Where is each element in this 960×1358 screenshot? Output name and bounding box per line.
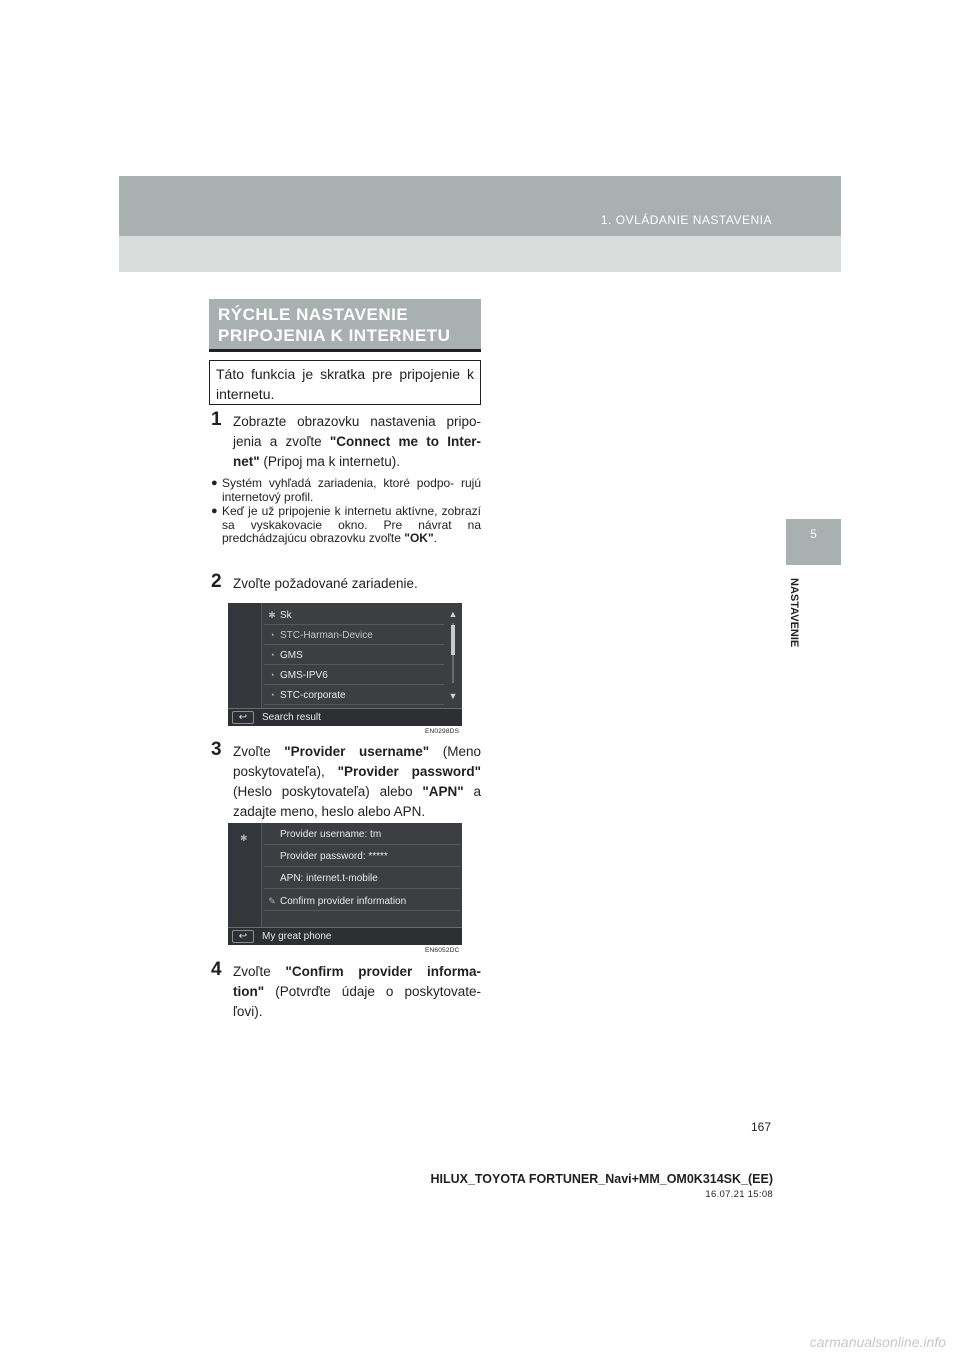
step-text-bold: "APN" <box>422 784 464 799</box>
bluetooth-icon: ✱ <box>240 833 248 843</box>
step-number: 3 <box>211 739 222 760</box>
device-name: GMS-IPV6 <box>280 670 328 681</box>
step-text-bold: "Provider password" <box>337 764 482 779</box>
bullet-item <box>211 477 481 504</box>
bluetooth-icon: ✱ <box>268 610 276 620</box>
screen-footer <box>228 708 462 726</box>
image-code: EN0298DS <box>425 728 460 735</box>
step-text-part: a zadajte meno, heslo alebo APN. <box>233 784 481 819</box>
step-number: 2 <box>211 571 222 592</box>
chapter-title: 1. OVLÁDANIE NASTAVENIA <box>600 213 772 227</box>
bullet-text: Systém vyhľadá zariadenia, ktoré podpo- rujú internetový profil. <box>222 476 481 504</box>
step-text-part: (Potvrďte údaje o poskytovate- ľovi). <box>233 984 481 1019</box>
step-4 <box>211 959 481 1022</box>
step-text-bold: "Provider username" <box>284 744 430 759</box>
scroll-up-icon[interactable]: ▲ <box>448 609 458 619</box>
device-name: Sk <box>280 610 292 621</box>
header-band <box>119 176 841 236</box>
bullet-icon: ● <box>211 477 218 489</box>
device-row[interactable] <box>264 685 444 705</box>
step-text-bold: "Connect me to Inter- net" <box>233 434 481 469</box>
document-id: HILUX_TOYOTA FORTUNER_Navi+MM_OM0K314SK_(EE) <box>430 1172 773 1186</box>
step-text-bold: "Confirm provider informa- tion" <box>233 964 481 999</box>
confirm-provider-row[interactable] <box>264 891 460 911</box>
step-number: 4 <box>211 959 222 980</box>
screen-footer-title: Search result <box>262 712 321 723</box>
step-text-part: Zvoľte <box>233 964 286 979</box>
chapter-side-label <box>780 578 820 668</box>
wifi-icon: ◔ <box>269 670 275 680</box>
step-text <box>211 959 481 1022</box>
document-date: 16.07.21 15:08 <box>705 1189 773 1200</box>
wifi-icon: ◔ <box>269 690 275 700</box>
bullet-item <box>211 505 481 546</box>
device-row[interactable] <box>264 605 444 625</box>
screen-sidebar <box>228 603 262 708</box>
bullet-text-part: . <box>433 531 438 545</box>
step-text-part: (Meno poskytovateľa), <box>233 744 482 779</box>
device-name: GMS <box>280 650 303 661</box>
provider-username-row[interactable] <box>264 825 460 845</box>
screen-sidebar <box>228 823 262 927</box>
step-text-part: (Pripoj ma k internetu). <box>259 454 400 469</box>
step-3 <box>211 739 482 822</box>
back-icon[interactable]: ↩ <box>232 930 254 943</box>
apn-label: APN: internet.t-mobile <box>280 873 378 884</box>
provider-username-label: Provider username: tm <box>280 829 382 840</box>
section-title <box>209 299 481 351</box>
confirm-provider-label: Confirm provider information <box>280 896 407 907</box>
header-subband <box>119 236 841 272</box>
device-name: STC-Harman-Device <box>280 630 373 641</box>
bullet-text-bold: "OK" <box>404 531 434 545</box>
scrollbar[interactable] <box>448 609 458 699</box>
device-name: STC-corporate <box>280 690 346 701</box>
step-text <box>211 409 481 472</box>
screen-footer <box>228 927 462 945</box>
chapter-tab <box>786 519 841 565</box>
scroll-thumb[interactable] <box>451 625 455 655</box>
intro-box: Táto funkcia je skratka pre pripojenie k internetu. <box>209 360 481 405</box>
provider-password-row[interactable] <box>264 847 460 867</box>
step-text: Zvoľte požadované zariadenie. <box>233 576 418 591</box>
back-icon[interactable]: ↩ <box>232 711 254 724</box>
step-text-part: Zvoľte <box>233 744 285 759</box>
step-text <box>211 739 482 822</box>
wifi-icon: ◔ <box>269 650 275 660</box>
bullet-text-part: Keď je už pripojenie k internetu aktívne, zobrazí sa vyskakovacie okno. Pre návrat na predchádzajúcu obrazovku zvoľte <box>222 504 481 545</box>
chapter-side-label-text: NASTAVENIE <box>788 578 800 648</box>
screen-provider-settings <box>228 823 462 945</box>
device-row[interactable] <box>264 625 444 645</box>
screen-search-result <box>228 603 462 726</box>
section-rule <box>209 349 481 352</box>
bullet-text <box>211 505 481 546</box>
step-text-part: (Heslo poskytovateľa) alebo <box>233 784 423 799</box>
section-title-line1: RÝCHLE NASTAVENIE <box>218 305 409 324</box>
step-2 <box>211 571 481 594</box>
section-title-line2: PRIPOJENIA K INTERNETU <box>218 326 451 345</box>
step-text-part: Zobrazte obrazovku nastavenia pripo- jenia a zvoľte <box>233 414 481 449</box>
scroll-down-icon[interactable]: ▼ <box>448 691 458 701</box>
edit-icon: ✎ <box>268 896 276 906</box>
step-1 <box>211 409 481 472</box>
step-number: 1 <box>211 409 222 430</box>
apn-row[interactable] <box>264 869 460 889</box>
chapter-number: 5 <box>810 527 817 541</box>
provider-password-label: Provider password: ***** <box>280 851 388 862</box>
image-code: EN6052DC <box>425 947 460 954</box>
screen-footer-title: My great phone <box>262 931 332 942</box>
device-row[interactable] <box>264 645 444 665</box>
bullet-icon: ● <box>211 505 218 517</box>
page-number: 167 <box>751 1120 772 1134</box>
device-row[interactable] <box>264 665 444 685</box>
watermark: carmanualsonline.info <box>809 1334 946 1350</box>
wifi-icon: ◔ <box>269 630 275 640</box>
